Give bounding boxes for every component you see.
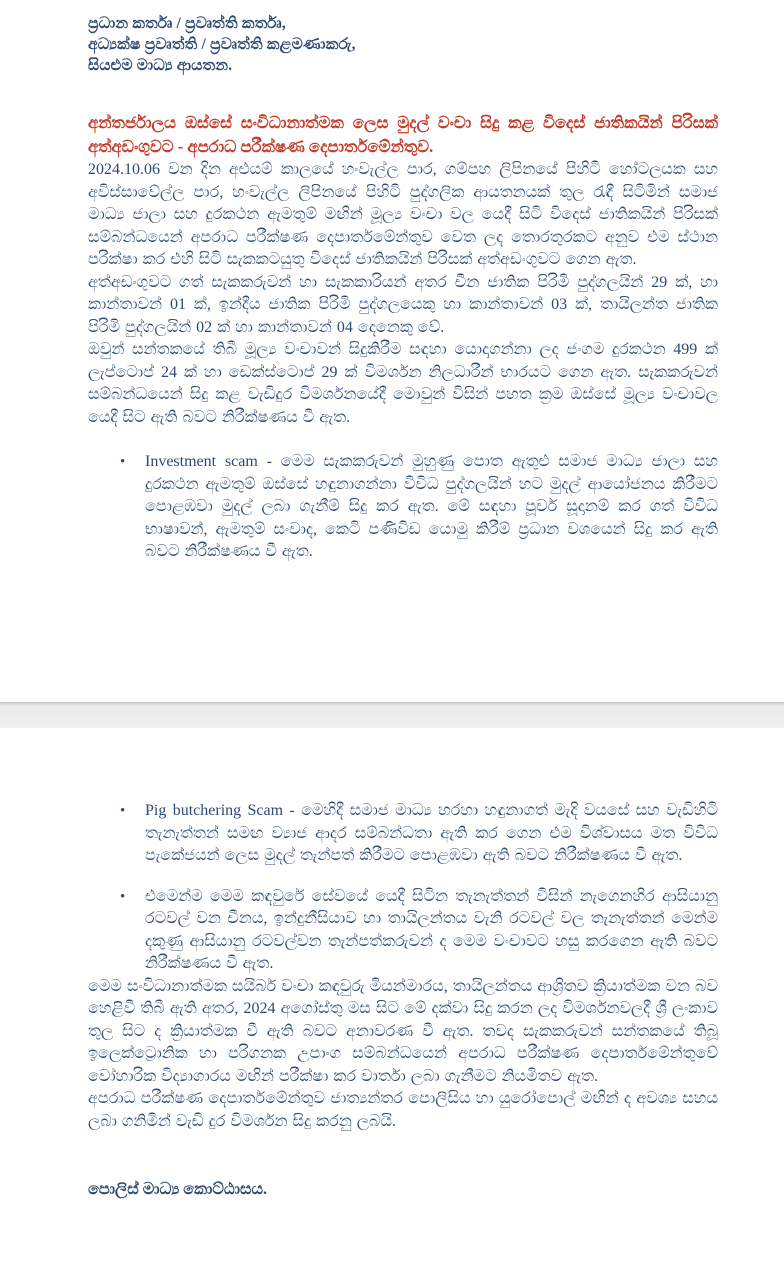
bullet-pig-butchering-scam — [88, 800, 718, 868]
recipient-line: ප්‍රධාන කර්තෘ / ප්‍රවෘත්ති කර්තෘ, — [88, 15, 286, 32]
bullet-icon: • — [120, 888, 126, 905]
headline: අන්තර්ජාලය ඔස්සේ සංවිධානාත්මක ලෙස මුදල් වංචා සිදු කළ විදෙස් ජාතිකයින් පිරිසක් අත්අඩංගුවට - අපරාධ පරීක්ෂණ දෙපාර්තමේන්තුව. — [88, 113, 718, 156]
page-2 — [0, 728, 784, 1280]
scam-methods-list-page1 — [88, 451, 718, 564]
bullet-label: Pig butchering Scam — [145, 802, 284, 819]
bullet-camp-victims — [88, 886, 718, 976]
bullet-investment-scam — [88, 451, 718, 564]
page-break-gap — [0, 702, 784, 728]
paragraph-incident: 2024.10.06 වන දින අළුයම් කාලයේ හංවැල්ල පාර, ගම්පහ ලිපිනයේ පිහිටි හෝටලයක සහ අවිස්සාවේල්ල පාර, හංවැල්ල ලිපිනයේ පිහිටි පුද්ගලික ආයතනයක් තුල රැඳී සිටිමින් සමාජ මාධ්‍ය ජාලා සහ දුරකථන ඇමතුම් මඟින් මූල්‍ය වංචා වල යෙදී සිටි විදෙස් ජාතිකයින් පිරිසක් සම්බන්ධයෙන් අපරාධ පරීක්ෂණ දෙපාර්තමේන්තුව වෙත ලද තොරතුරකට අනුව එම ස්ථාන පරික්ෂා කර එහි සිටි සැකකටයුතු විදෙස් ජාතිකයින් පිරිසක් අත්අඩංගුවට ගෙන ඇත. — [88, 161, 718, 268]
bullet-label: Investment scam — [145, 453, 258, 470]
paragraph-evidence: ඔවුන් සන්තකයේ තිබී මූල්‍ය වංචාවන් සිදුකිරීම සඳහා යොදාගන්නා ලද ජංගම දුරකථන 499 ක් ලැප්ටොප් 24 ක් හා ඩෙක්ස්ටොප් 29 ක් විමර්ශන නිලධාරීන් භාරයට ගෙන ඇත. සැකකරුවන් සම්බන්ධයෙන් සිදු කළ වැඩිදුර විමර්ශනයේදී මොවුන් විසින් පහත ක්‍රම ඔස්සේ මූල්‍ය වංචාවල යෙදී සිට ඇති බවට නිරීක්ෂණය වී ඇත. — [88, 341, 718, 426]
bullet-text: - මෙහිදී සමාජ මාධ්‍ය හරහා හඳුනාගත් මැදි වයසේ සහ වැඩිහිටි තැනැත්තන් සමඟ ව්‍යාජ ආදර සම්බන්ධතා ඇති කර ගෙන එම විශ්වාසය මත විවිධ පැකේජයන් ලෙස මුදල් තැන්පත් කිරීමට පොළඹවා ඇති බවට නිරීක්ෂණය වී ඇත. — [145, 802, 719, 864]
paragraph-cyber-camps: මෙම සංවිධානාත්මක සයිබර් වංචා කඳවුරු මියන්මාරය, තායිලන්තය ආශ්‍රිතව ක්‍රියාත්මක වන බව හෙළිවී තිබී ඇති අතර, 2024 අගෝස්තු මස සිට මේ දක්වා සිදු කරන ලද විමර්ශනවලදී ශ්‍රී ලංකාව තුල සිට ද ක්‍රියාත්මක වී ඇති බවට අනාවරණ වී ඇත. තවද සැකකරුවන් සන්තකයේ තිබූ ඉලෙක්ට්‍රොනික හා පරිගනක උපාංග සම්බන්ධයෙන් අපරාධ පරීක්ෂණ දෙපාර්තමේන්තුවේ වෝහාරික විද්‍යාගාරය මඟින් පරීක්ෂා කර වාර්තා ලබා ගැනීමට නියමිතව ඇත. — [88, 977, 718, 1085]
paragraph-interpol: අපරාධ පරීක්ෂණ දෙපාර්තමේන්තුව ජාත්‍යන්තර පොලිසිය හා යුරෝපොල් මඟින් ද අවශ්‍ය සහය ලබා ගනිමින් වැඩි දුර විමර්ශන සිදු කරනු ලබයි. — [88, 1090, 718, 1130]
recipient-line: සියළුම මාධ්‍ය ආයතන. — [88, 57, 233, 74]
recipient-block — [88, 0, 718, 76]
bullet-text: - මෙම සැකකරුවන් මුහුණු පොත ඇතුළු සමාජ මාධ්‍ය ජාලා සහ දුරකථන ඇමතුම් ඔස්සේ හඳුනාගන්නා විවිධ පුද්ගලයින් හට මුදල් ආයෝජනය කිරීමට පොළඹවා මුදල් ලබා ගැනීම් සිදු කර ඇත. මේ සඳහා පූර්ව සූදානම් කර ගත් විවිධ භාෂාවන්, ඇමතුම් සංවාද, කෙටි පණිවිඩ යොමු කිරීම් ප්‍රධාන වශයෙන් සිදු කර ඇති බවට නිරීක්ෂණය වී ඇත. — [145, 453, 718, 560]
paragraph-suspects: අත්අඩංගුවට ගත් සැකකරුවන් හා සැකකාරියන් අතර චීන ජාතික පිරිමි පුද්ගලයින් 29 ක්, හා කාන්තාවන් 01 ක්, ඉන්දීය ජාතික පිරිමි පුද්ගලයෙකු හා කාන්තාවන් 03 ක්, තායිලන්ත ජාතික පිරිමි පුද්ගලයින් 02 ක් හා කාන්තාවන් 04 දෙනෙකු වේ. — [88, 273, 718, 336]
bullet-icon: • — [120, 803, 126, 819]
signature-line: පොලිස් මාධ්‍ය කොට්ඨාසය. — [88, 1181, 268, 1198]
scam-methods-list-page2 — [88, 800, 718, 976]
recipient-line: අධ්‍යක්ෂ ප්‍රවෘත්ති / ප්‍රවෘත්ති කළමණාකරු, — [88, 36, 356, 53]
bullet-text: එමෙන්ම මෙම කඳවුරේ සේවයේ යෙදී සිටින තැනැත්තන් විසින් නැගෙනහිර ආසියානු රටවල් වන චීනය, ඉන්දුනීසියාව හා තායිලන්තය වැනි රටවල් වල තැනැත්තන් මෙන්ම දකුණු ආසියානු රටවල්වන තැන්පත්කරුවන් ද මෙම වංචාවට හසු කරගෙන ඇති බවට නිරීක්ෂණය වී ඇත. — [145, 887, 718, 972]
bullet-icon: • — [120, 454, 126, 470]
